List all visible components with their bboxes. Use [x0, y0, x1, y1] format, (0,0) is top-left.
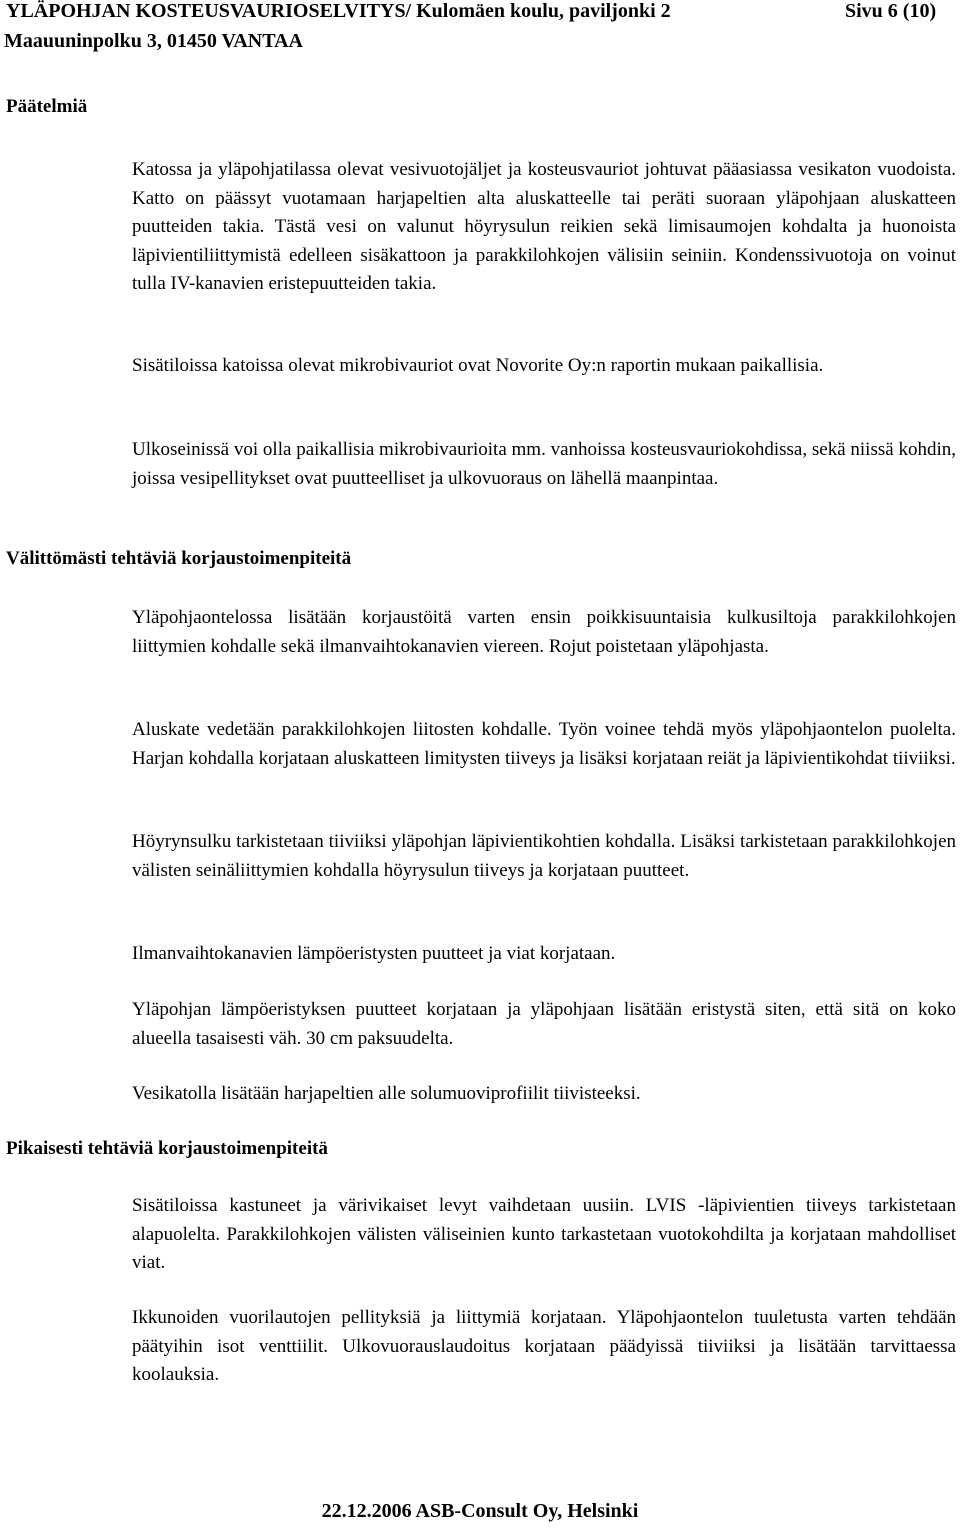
paragraph: Yläpohjaontelossa lisätään korjaustöitä varten ensin poikkisuuntaisia kulkusiltoja parakkilohkojen liittymien kohdalle sekä ilmanvaihtokanavien viereen. Rojut poistetaan yläpohjasta. [132, 607, 956, 657]
page-footer: 22.12.2006 ASB-Consult Oy, Helsinki [321, 1500, 639, 1522]
document-address: Maauuninpolku 3, 01450 VANTAA [4, 30, 303, 52]
heading-pikaisesti: Pikaisesti tehtäviä korjaustoimenpiteitä [6, 1138, 328, 1159]
paragraph: Ulkoseinissä voi olla paikallisia mikrobivaurioita mm. vanhoissa kosteusvauriokohdissa, sekä niissä kohdin, joissa vesipellitykset ovat puutteelliset ja ulkovuoraus on lähellä maanpintaa. [132, 439, 956, 489]
heading-valittomasti: Välittömästi tehtäviä korjaustoimenpiteitä [6, 548, 352, 569]
page-number: Sivu 6 (10) [845, 0, 937, 22]
paragraph: Yläpohjan lämpöeristyksen puutteet korjataan ja yläpohjaan lisätään eristystä siten, että sitä on koko alueella tasaisesti väh. 30 cm paksuudelta. [132, 999, 956, 1049]
paragraph: Höyrynsulku tarkistetaan tiiviiksi yläpohjan läpivientikohtien kohdalla. Lisäksi tarkistetaan parakkilohkojen välisten seinäliittymien kohdalla höyrysulun tiiveys ja korjataan puutteet. [132, 831, 956, 881]
paragraph: Ilmanvaihtokanavien lämpöeristysten puutteet ja viat korjataan. [132, 943, 616, 964]
paragraph: Aluskate vedetään parakkilohkojen liitosten kohdalle. Työn voinee tehdä myös yläpohjaontelon puolelta. Harjan kohdalla korjataan aluskatteen limitysten tiiveys ja lisäksi korjataan reiät ja läpivientikohdat tiiviiksi. [132, 719, 956, 769]
paragraph: Vesikatolla lisätään harjapeltien alle solumuoviprofiilit tiivisteeksi. [132, 1083, 641, 1104]
paragraph: Katossa ja yläpohjatilassa olevat vesivuotojäljet ja kosteusvauriot johtuvat pääasiassa vesikaton vuodoista. Katto on päässyt vuotamaan harjapeltien alta aluskatteelle tai peräti suoraan yläpohjaan aluskatteen puutteiden takia. Tästä vesi on valunut höyrysulun reikien sekä limisaumojen kohdalta ja huonoista läpivientiliittymistä edelleen sisäkattoon ja parakkilohkojen välisiin seiniin. Kondenssivuotoja on voinut tulla IV-kanavien eristepuutteiden takia. [132, 159, 956, 294]
document-title: YLÄPOHJAN KOSTEUSVAURIOSELVITYS/ Kulomäen koulu, paviljonki 2 [6, 0, 671, 22]
heading-paatelmia: Päätelmiä [6, 96, 88, 117]
paragraph: Sisätiloissa kastuneet ja värivikaiset levyt vaihdetaan uusiin. LVIS -läpivientien tiiveys tarkistetaan alapuolelta. Parakkilohkojen välisten väliseinien kunto tarkastetaan vuotokohdilta ja korjataan mahdolliset viat. [132, 1195, 956, 1273]
paragraph: Ikkunoiden vuorilautojen pellityksiä ja liittymiä korjataan. Yläpohjaontelon tuuletusta varten tehdään päätyihin isot venttiilit. Ulkovuorauslaudoitus korjataan päädyissä tiiviiksi ja lisätään tarvittaessa koolauksia. [132, 1307, 956, 1385]
paragraph: Sisätiloissa katoissa olevat mikrobivauriot ovat Novorite Oy:n raportin mukaan paikallisia. [132, 355, 824, 376]
